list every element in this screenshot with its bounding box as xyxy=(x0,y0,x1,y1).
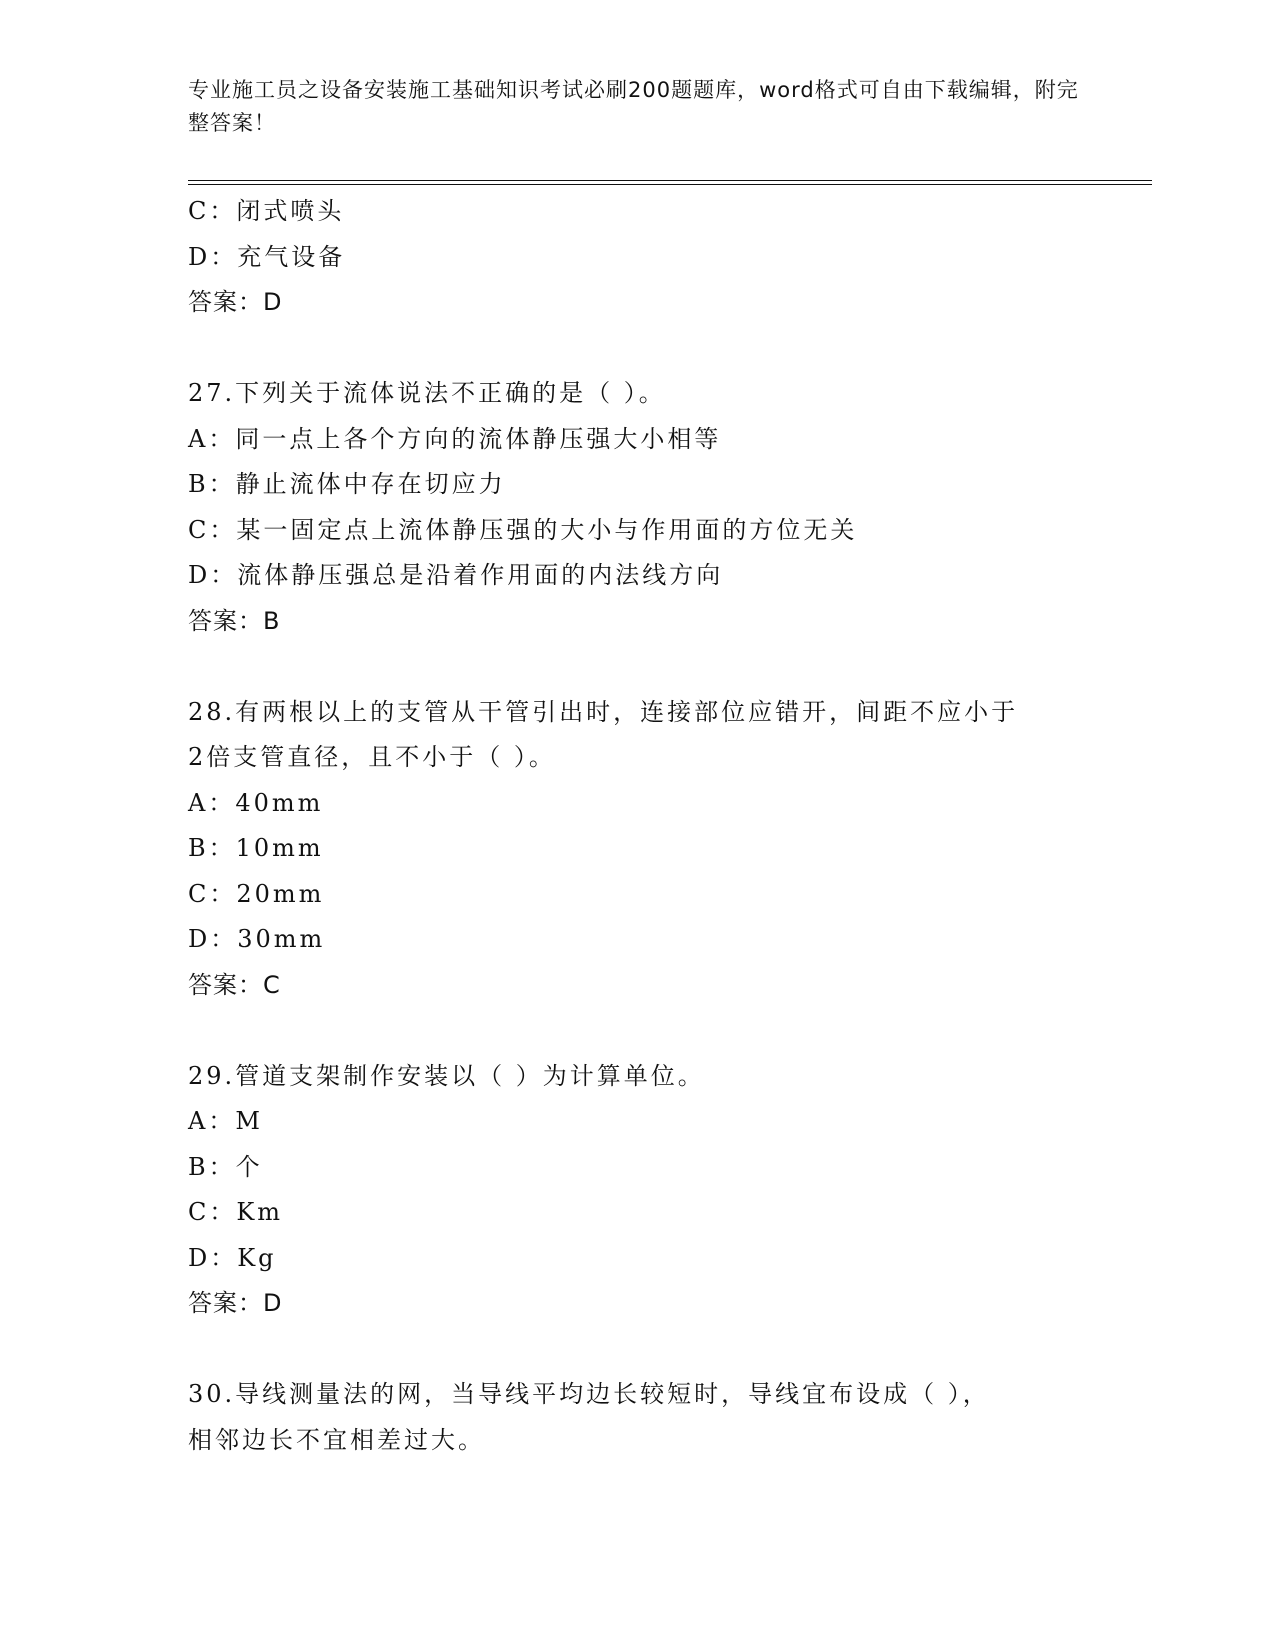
question-text: 2倍支管直径，且不小于（ ）。 xyxy=(188,743,556,771)
option-line: D：30mm xyxy=(188,925,326,953)
question-text: 28.有两根以上的支管从干管引出时，连接部位应错开，间距不应小于 xyxy=(188,697,1019,726)
option-line: C：20mm xyxy=(188,879,325,908)
spacer xyxy=(188,1327,1118,1373)
answer-line: 答案：B xyxy=(188,606,281,635)
spacer xyxy=(188,644,1118,690)
answer-line: 答案：C xyxy=(188,970,281,999)
option-line: B：静止流体中存在切应力 xyxy=(188,470,506,498)
document-title: 专业施工员之设备安装施工基础知识考试必刷200题题库，word格式可自由下载编辑，附完整答案！ xyxy=(188,78,1079,135)
header-rule-top xyxy=(188,180,1152,181)
question-text: 30.导线测量法的网，当导线平均边长较短时，导线宜布设成（ ）， xyxy=(188,1380,990,1408)
option-line: B：10mm xyxy=(188,834,324,862)
option-line: B：个 xyxy=(188,1152,263,1181)
document-header xyxy=(188,74,1088,140)
option-line: A：M xyxy=(188,1107,263,1135)
option-line: C：Km xyxy=(188,1198,284,1226)
option-line: C：某一固定点上流体静压强的大小与作用面的方位无关 xyxy=(188,515,858,544)
question-text: 27.下列关于流体说法不正确的是（ ）。 xyxy=(188,379,666,407)
spacer xyxy=(188,1008,1118,1054)
option-line: A：40mm xyxy=(188,788,324,817)
question-text: 29.管道支架制作安装以（ ）为计算单位。 xyxy=(188,1061,705,1090)
answer-line: 答案：D xyxy=(188,288,283,316)
question-text: 相邻边长不宜相差过大。 xyxy=(188,1425,485,1454)
option-line: D：Kg xyxy=(188,1243,277,1272)
option-line: D：充气设备 xyxy=(188,242,346,271)
answer-line: 答案：D xyxy=(188,1289,283,1317)
question-list xyxy=(188,189,1118,1463)
header-rule-bottom xyxy=(188,184,1152,185)
option-line: A：同一点上各个方向的流体静压强大小相等 xyxy=(188,424,722,453)
option-line: D：流体静压强总是沿着作用面的内法线方向 xyxy=(188,561,724,589)
option-line: C：闭式喷头 xyxy=(188,197,345,225)
spacer xyxy=(188,326,1118,372)
